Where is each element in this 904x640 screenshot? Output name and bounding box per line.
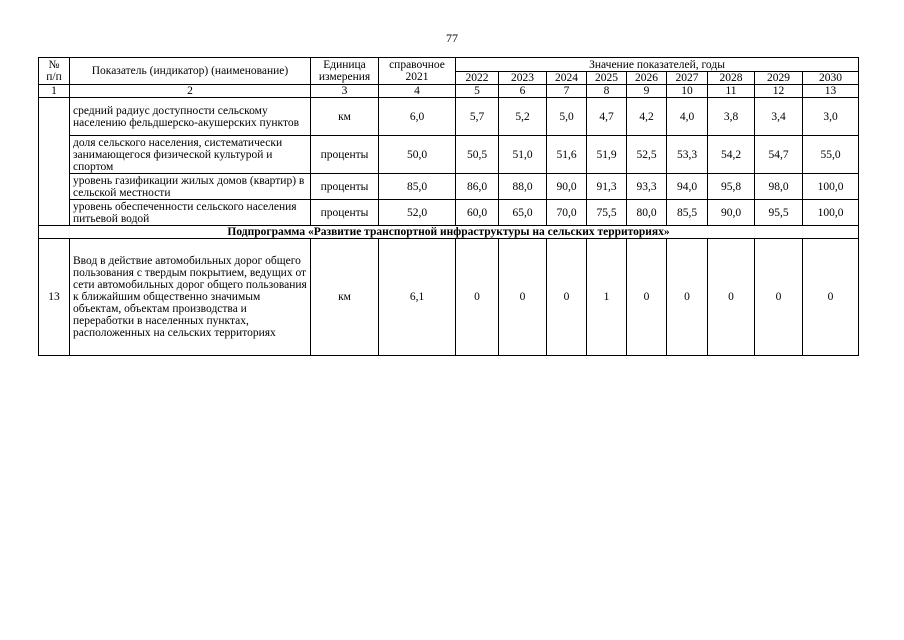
header-row bbox=[39, 58, 859, 72]
year-value: 65,0 bbox=[499, 200, 547, 226]
year-value: 100,0 bbox=[803, 200, 859, 226]
header-year: 2023 bbox=[499, 72, 547, 85]
year-value: 0 bbox=[547, 239, 587, 356]
row-number-cell bbox=[39, 98, 70, 226]
year-value: 51,0 bbox=[499, 136, 547, 174]
year-value: 98,0 bbox=[755, 174, 803, 200]
unit-cell: проценты bbox=[311, 174, 379, 200]
header-year: 2029 bbox=[755, 72, 803, 85]
year-value: 0 bbox=[755, 239, 803, 356]
year-value: 54,7 bbox=[755, 136, 803, 174]
column-number: 5 bbox=[456, 85, 499, 98]
indicator-name: уровень газификации жилых домов (квартир) в сельской местности bbox=[70, 174, 311, 200]
header-year: 2026 bbox=[627, 72, 667, 85]
header-year: 2028 bbox=[708, 72, 755, 85]
column-number: 12 bbox=[755, 85, 803, 98]
year-value: 52,5 bbox=[627, 136, 667, 174]
column-number: 11 bbox=[708, 85, 755, 98]
indicator-name: уровень обеспеченности сельского населения питьевой водой bbox=[70, 200, 311, 226]
year-value: 50,5 bbox=[456, 136, 499, 174]
year-value: 4,7 bbox=[587, 98, 627, 136]
column-number: 13 bbox=[803, 85, 859, 98]
column-number: 7 bbox=[547, 85, 587, 98]
unit-cell: проценты bbox=[311, 200, 379, 226]
table-row bbox=[39, 239, 859, 356]
reference-value: 6,0 bbox=[379, 98, 456, 136]
year-value: 90,0 bbox=[708, 200, 755, 226]
column-number: 1 bbox=[39, 85, 70, 98]
reference-value: 50,0 bbox=[379, 136, 456, 174]
year-value: 94,0 bbox=[667, 174, 708, 200]
year-value: 80,0 bbox=[627, 200, 667, 226]
header-year: 2025 bbox=[587, 72, 627, 85]
indicator-name: средний радиус доступности сельскому населению фельдшерско-акушерских пунктов bbox=[70, 98, 311, 136]
year-value: 0 bbox=[667, 239, 708, 356]
column-number: 6 bbox=[499, 85, 547, 98]
subprogram-title: Подпрограмма «Развитие транспортной инфраструктуры на сельских территориях» bbox=[39, 226, 859, 239]
year-value: 75,5 bbox=[587, 200, 627, 226]
table-row bbox=[39, 136, 859, 174]
header-indicator: Показатель (индикатор) (наименование) bbox=[70, 58, 311, 85]
year-value: 1 bbox=[587, 239, 627, 356]
year-value: 0 bbox=[456, 239, 499, 356]
table-row bbox=[39, 200, 859, 226]
year-value: 95,8 bbox=[708, 174, 755, 200]
column-number: 10 bbox=[667, 85, 708, 98]
column-numbers-row bbox=[39, 85, 859, 98]
column-number: 8 bbox=[587, 85, 627, 98]
year-value: 51,6 bbox=[547, 136, 587, 174]
unit-cell: км bbox=[311, 239, 379, 356]
header-reference: справочное 2021 bbox=[379, 58, 456, 85]
year-value: 100,0 bbox=[803, 174, 859, 200]
year-value: 95,5 bbox=[755, 200, 803, 226]
indicators-table bbox=[38, 57, 859, 356]
year-value: 85,5 bbox=[667, 200, 708, 226]
header-year: 2024 bbox=[547, 72, 587, 85]
year-value: 4,2 bbox=[627, 98, 667, 136]
year-value: 90,0 bbox=[547, 174, 587, 200]
unit-cell: км bbox=[311, 98, 379, 136]
year-value: 0 bbox=[499, 239, 547, 356]
year-value: 0 bbox=[627, 239, 667, 356]
year-value: 86,0 bbox=[456, 174, 499, 200]
year-value: 55,0 bbox=[803, 136, 859, 174]
header-year: 2022 bbox=[456, 72, 499, 85]
reference-value: 52,0 bbox=[379, 200, 456, 226]
year-value: 51,9 bbox=[587, 136, 627, 174]
year-value: 60,0 bbox=[456, 200, 499, 226]
reference-value: 6,1 bbox=[379, 239, 456, 356]
year-value: 0 bbox=[708, 239, 755, 356]
year-value: 5,7 bbox=[456, 98, 499, 136]
header-values-group: Значение показателей, годы bbox=[456, 58, 859, 72]
header-num: № п/п bbox=[39, 58, 70, 85]
header-year: 2027 bbox=[667, 72, 708, 85]
year-value: 3,8 bbox=[708, 98, 755, 136]
header-unit: Единица измерения bbox=[311, 58, 379, 85]
column-number: 2 bbox=[70, 85, 311, 98]
page-number: 77 bbox=[446, 31, 458, 45]
year-value: 53,3 bbox=[667, 136, 708, 174]
year-value: 91,3 bbox=[587, 174, 627, 200]
indicator-name: доля сельского населения, систематически занимающегося физической культурой и спортом bbox=[70, 136, 311, 174]
column-number: 9 bbox=[627, 85, 667, 98]
subprogram-row bbox=[39, 226, 859, 239]
table-row bbox=[39, 174, 859, 200]
year-value: 0 bbox=[803, 239, 859, 356]
year-value: 4,0 bbox=[667, 98, 708, 136]
row-number-cell: 13 bbox=[39, 239, 70, 356]
year-value: 3,0 bbox=[803, 98, 859, 136]
indicator-name: Ввод в действие автомобильных дорог общего пользования с твердым покрытием, ведущих от сети автомобильных дорог общего пользования к ближайшим общественно значимым объектам, объектам производства и переработки в населенных пунктах, расположенных на сельских территориях bbox=[70, 239, 311, 356]
year-value: 70,0 bbox=[547, 200, 587, 226]
year-value: 3,4 bbox=[755, 98, 803, 136]
year-value: 93,3 bbox=[627, 174, 667, 200]
column-number: 3 bbox=[311, 85, 379, 98]
reference-value: 85,0 bbox=[379, 174, 456, 200]
year-value: 5,2 bbox=[499, 98, 547, 136]
year-value: 54,2 bbox=[708, 136, 755, 174]
header-year: 2030 bbox=[803, 72, 859, 85]
year-value: 88,0 bbox=[499, 174, 547, 200]
unit-cell: проценты bbox=[311, 136, 379, 174]
table-row bbox=[39, 98, 859, 136]
column-number: 4 bbox=[379, 85, 456, 98]
year-value: 5,0 bbox=[547, 98, 587, 136]
